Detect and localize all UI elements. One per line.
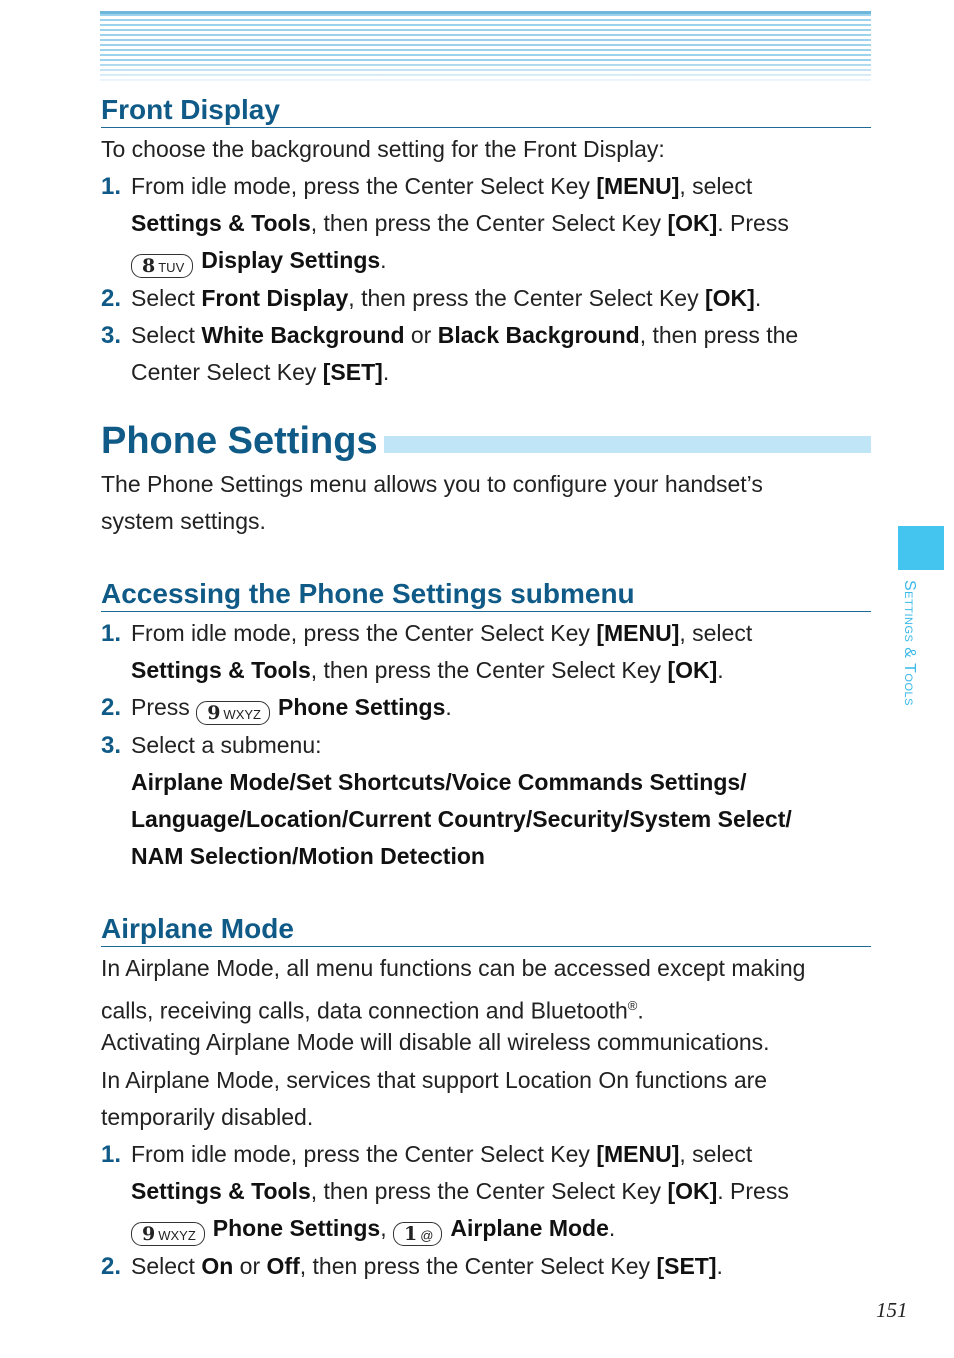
submenu-list-line-1: Airplane Mode/Set Shortcuts/Voice Commands Settings/ [131, 769, 747, 795]
submenu-list-line-2: Language/Location/Current Country/Security/System Select/ [131, 806, 792, 832]
chapter-side-tab [898, 526, 944, 570]
airplane-p3-line2: temporarily disabled. [101, 1104, 314, 1130]
airplane-p1-line1: In Airplane Mode, all menu functions can be accessed except making [101, 955, 806, 981]
step-number: 2. [101, 1253, 122, 1280]
submenu-list-line-3: NAM Selection/Motion Detection [131, 843, 485, 869]
phone-settings-intro-2: system settings. [101, 508, 266, 534]
key-9-icon: 9 WXYZ [196, 701, 270, 725]
step-number: 3. [101, 732, 122, 759]
phone-settings-intro-1: The Phone Settings menu allows you to configure your handset’s [101, 471, 763, 497]
key-1-icon: 1 @ [393, 1222, 442, 1246]
airplane-p3-line1: In Airplane Mode, services that support Location On functions are [101, 1067, 768, 1093]
key-9-icon: 9 WXYZ [131, 1222, 205, 1246]
page-number: 151 [876, 1298, 908, 1322]
step-number: 2. [101, 285, 122, 312]
header-decoration-band [100, 11, 871, 82]
chapter-side-label: Settings & Tools [901, 580, 918, 706]
heading-accent-bar [371, 436, 871, 453]
step-number: 1. [101, 173, 122, 200]
step-number: 1. [101, 1141, 122, 1168]
front-display-intro: To choose the background setting for the Front Display: [101, 136, 665, 162]
step-number: 3. [101, 322, 122, 349]
phone-settings-heading: Phone Settings [101, 419, 384, 463]
phone-settings-heading-block [101, 421, 871, 465]
step-number: 2. [101, 694, 122, 721]
airplane-p2: Activating Airplane Mode will disable all wireless communications. [101, 1029, 770, 1055]
step-number: 1. [101, 620, 122, 647]
front-display-heading: Front Display [101, 94, 871, 128]
airplane-p1-line2: calls, receiving calls, data connection and Bluetooth®. [101, 997, 644, 1024]
key-8-icon: 8 TUV [131, 254, 193, 278]
accessing-heading: Accessing the Phone Settings submenu [101, 578, 871, 612]
airplane-mode-heading: Airplane Mode [101, 913, 871, 947]
